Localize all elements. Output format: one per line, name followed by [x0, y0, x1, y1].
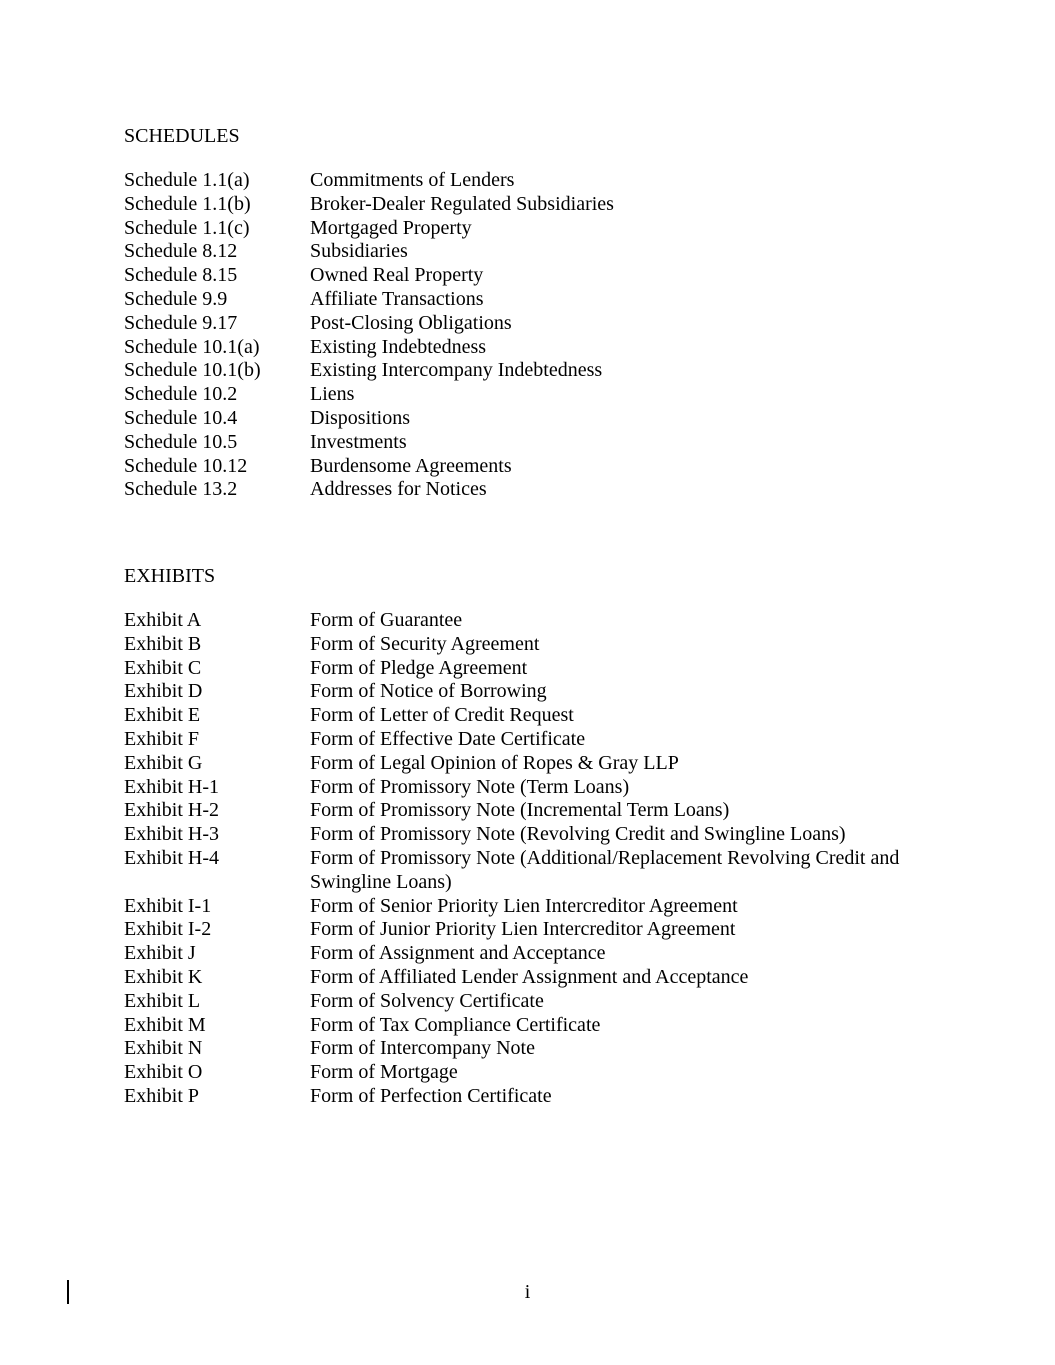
exhibit-row-description: Form of Mortgage [310, 1061, 458, 1084]
schedule-row [124, 359, 944, 383]
schedule-row-label: Schedule 1.1(a) [124, 169, 250, 191]
exhibit-row-description: Form of Solvency Certificate [310, 989, 544, 1012]
schedule-row [124, 407, 944, 431]
exhibit-row-label: Exhibit C [124, 656, 202, 679]
schedule-row-description: Existing Intercompany Indebtedness [310, 359, 603, 382]
exhibit-row-label: Exhibit D [124, 680, 203, 703]
exhibits-list [124, 609, 944, 1109]
schedule-row [124, 193, 944, 217]
schedule-row-description: Addresses for Notices [310, 478, 487, 501]
schedule-row [124, 455, 944, 479]
schedule-row [124, 288, 944, 312]
schedule-row-description: Affiliate Transactions [310, 287, 484, 310]
schedule-row [124, 478, 944, 502]
exhibit-row-label: Exhibit I-1 [124, 894, 212, 917]
exhibit-row-description: Form of Perfection Certificate [310, 1084, 552, 1107]
exhibit-row-description: Form of Promissory Note (Incremental Term Loans) [310, 799, 730, 822]
exhibit-row-description: Form of Promissory Note (Additional/Replacement Revolving Credit and Swingline Loans) [310, 846, 900, 893]
exhibit-row [124, 1014, 944, 1038]
schedules-list [124, 169, 944, 502]
schedule-row-description: Burdensome Agreements [310, 454, 512, 477]
exhibit-row-label: Exhibit F [124, 727, 200, 750]
schedule-row-description: Liens [310, 383, 355, 406]
exhibit-row [124, 776, 944, 800]
schedule-row-label: Schedule 10.4 [124, 406, 238, 429]
exhibit-row [124, 657, 944, 681]
exhibit-row-description: Form of Security Agreement [310, 632, 540, 655]
exhibit-row-label: Exhibit K [124, 965, 203, 988]
exhibit-row-description: Form of Promissory Note (Revolving Credit and Swingline Loans) [310, 823, 846, 846]
schedule-row-label: Schedule 8.15 [124, 264, 238, 287]
schedule-row-description: Post-Closing Obligations [310, 311, 512, 334]
exhibit-row [124, 609, 944, 633]
exhibit-row-label: Exhibit E [124, 704, 201, 727]
exhibit-row-label: Exhibit H-2 [124, 799, 219, 822]
schedule-row-label: Schedule 10.12 [124, 454, 248, 477]
exhibit-row-description: Form of Pledge Agreement [310, 656, 528, 679]
schedule-row-label: Schedule 10.1(a) [124, 335, 260, 358]
page-number: i [524, 1281, 531, 1303]
schedule-row-label: Schedule 10.2 [124, 383, 238, 406]
exhibit-row-description: Form of Assignment and Acceptance [310, 942, 606, 965]
exhibit-row-label: Exhibit O [124, 1061, 203, 1084]
exhibit-row-description: Form of Notice of Borrowing [310, 680, 547, 703]
schedules-heading: SCHEDULES [124, 125, 240, 147]
schedule-row-description: Subsidiaries [310, 240, 408, 263]
exhibit-row [124, 966, 944, 990]
exhibit-row [124, 1085, 944, 1109]
exhibit-row [124, 1061, 944, 1085]
exhibit-row [124, 1037, 944, 1061]
schedule-row-label: Schedule 1.1(c) [124, 216, 250, 239]
exhibit-row [124, 895, 944, 919]
exhibit-row-description: Form of Promissory Note (Term Loans) [310, 775, 630, 798]
exhibit-row [124, 633, 944, 657]
exhibit-row [124, 704, 944, 728]
schedule-row-label: Schedule 10.5 [124, 430, 238, 453]
schedule-row [124, 240, 944, 264]
schedule-row [124, 383, 944, 407]
schedule-row-label: Schedule 13.2 [124, 478, 238, 501]
schedule-row [124, 312, 944, 336]
schedule-row [124, 169, 944, 193]
exhibit-row-label: Exhibit I-2 [124, 918, 212, 941]
schedule-row-label: Schedule 9.9 [124, 287, 228, 310]
schedule-row [124, 264, 944, 288]
exhibit-row-label: Exhibit H-1 [124, 775, 219, 798]
exhibit-row-label: Exhibit B [124, 632, 202, 655]
exhibit-row [124, 990, 944, 1014]
exhibit-row-label: Exhibit H-4 [124, 846, 219, 869]
exhibit-row [124, 728, 944, 752]
exhibit-row-label: Exhibit M [124, 1013, 206, 1036]
exhibit-row [124, 752, 944, 776]
exhibit-row-label: Exhibit A [124, 609, 202, 631]
exhibits-heading: EXHIBITS [124, 565, 216, 587]
exhibit-row-description: Form of Affiliated Lender Assignment and Acceptance [310, 965, 749, 988]
schedule-row-label: Schedule 10.1(b) [124, 359, 261, 382]
exhibit-row-label: Exhibit P [124, 1084, 200, 1107]
schedule-row-description: Existing Indebtedness [310, 335, 487, 358]
exhibit-row-label: Exhibit H-3 [124, 823, 219, 846]
schedule-row-description: Commitments of Lenders [310, 169, 515, 191]
schedule-row-description: Mortgaged Property [310, 216, 472, 239]
exhibit-row-description: Form of Legal Opinion of Ropes & Gray LLP [310, 751, 679, 774]
exhibit-row [124, 799, 944, 823]
schedule-row [124, 217, 944, 241]
exhibit-row [124, 918, 944, 942]
exhibit-row [124, 680, 944, 704]
schedule-row-description: Dispositions [310, 406, 411, 429]
exhibit-row-description: Form of Guarantee [310, 609, 463, 631]
schedule-row-description: Investments [310, 430, 407, 453]
schedule-row-label: Schedule 8.12 [124, 240, 238, 263]
exhibit-row [124, 823, 944, 847]
exhibit-row-description: Form of Effective Date Certificate [310, 727, 586, 750]
exhibit-row [124, 847, 944, 895]
exhibit-row-label: Exhibit G [124, 751, 203, 774]
schedule-row [124, 336, 944, 360]
exhibit-row [124, 942, 944, 966]
schedule-row-label: Schedule 1.1(b) [124, 192, 251, 215]
exhibit-row-description: Form of Tax Compliance Certificate [310, 1013, 601, 1036]
exhibit-row-label: Exhibit L [124, 989, 201, 1012]
exhibit-row-label: Exhibit N [124, 1037, 203, 1060]
schedule-row-label: Schedule 9.17 [124, 311, 238, 334]
schedule-row [124, 431, 944, 455]
exhibit-row-description: Form of Junior Priority Lien Intercreditor Agreement [310, 918, 736, 941]
exhibit-row-description: Form of Senior Priority Lien Intercreditor Agreement [310, 894, 738, 917]
schedule-row-description: Owned Real Property [310, 264, 484, 287]
exhibit-row-description: Form of Intercompany Note [310, 1037, 535, 1060]
exhibit-row-description: Form of Letter of Credit Request [310, 704, 574, 727]
schedule-row-description: Broker-Dealer Regulated Subsidiaries [310, 192, 614, 215]
exhibit-row-label: Exhibit J [124, 942, 196, 965]
